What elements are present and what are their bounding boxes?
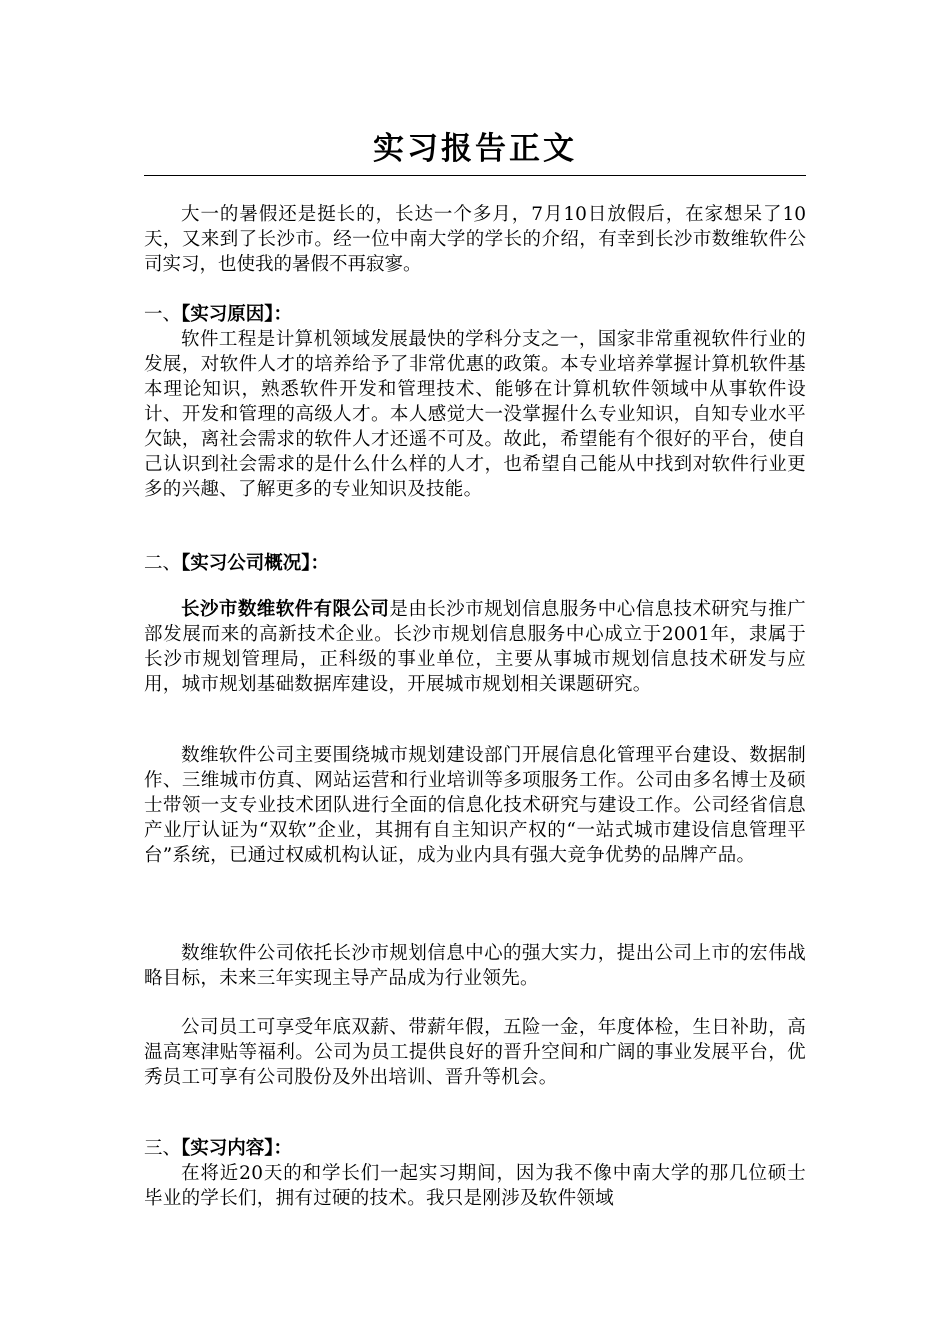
- section-colon: ：: [310, 553, 330, 574]
- intro-text: 大一的暑假还是挺长的，长达一个多月，7月10日放假后，在家想呆了10天，又来到了长沙市。经一位中南大学的学长的介绍，有幸到长沙市数维软件公司实习，也使我的暑假不再寂寥。: [144, 204, 806, 275]
- benefits-text: 公司员工可享受年底双薪、带薪年假，五险一金，年度体检，生日补助，高温高寒津贴等福利。公司为员工提供良好的晋升空间和广阔的事业发展平台，优秀员工可享有公司股份及外出培训、晋升等机会。: [144, 1017, 806, 1088]
- intro-paragraph: [144, 202, 806, 277]
- section-colon: ：: [273, 304, 293, 325]
- section-3-paragraph: 在将近20天的和学长们一起实习期间，因为我不像中南大学的那几位硕士毕业的学长们，拥有过硬的技术。我只是刚涉及软件领域: [144, 1163, 806, 1209]
- section-heading-3: [144, 1136, 806, 1161]
- section-colon: ：: [273, 1138, 293, 1159]
- section-heading-2: [144, 551, 806, 576]
- services-text: 数维软件公司主要围绕城市规划建设部门开展信息化管理平台建设、数据制作、三维城市仿真、网站运营和行业培训等多项服务工作。公司由多名博士及硕士带领一支专业技术团队进行全面的信息化技术研究与建设工作。公司经省信息产业厅认证为“双软”企业，其拥有自主知识产权的“一站式城市建设信息管理平台”系统，已通过权威机构认证，成为业内具有强大竞争优势的品牌产品。: [144, 745, 806, 866]
- section-heading-1: [144, 302, 806, 327]
- section-2-paragraph-4: [144, 1015, 806, 1090]
- document-title: 实习报告正文: [373, 131, 577, 167]
- section-title: 【实习内容】: [181, 1138, 274, 1159]
- company-description: 是由长沙市规划信息服务中心信息技术研究与推广部发展而来的高新技术企业。长沙市规划信息服务中心成立于2001年，隶属于长沙市规划管理局，正科级的事业单位，主要从事城市规划信息技术研发与应用，城市规划基础数据库建设，开展城市规划相关课题研究。: [144, 599, 806, 695]
- section-2-paragraph-1: [144, 597, 806, 697]
- section-2-paragraph-3: [144, 941, 806, 991]
- section-number: 二、: [144, 553, 182, 574]
- section-title: 【实习原因】: [181, 304, 274, 325]
- section-number: 三、: [144, 1138, 182, 1159]
- title-underline: [144, 175, 806, 176]
- strategy-text: 数维软件公司依托长沙市规划信息中心的强大实力，提出公司上市的宏伟战略目标，未来三年实现主导产品成为行业领先。: [144, 943, 806, 989]
- section-title: 【实习公司概况】: [181, 553, 311, 574]
- section-3-body: [144, 1161, 806, 1211]
- section-1-body: [144, 327, 806, 502]
- section-2-paragraph-2: [144, 743, 806, 868]
- company-name: 长沙市数维软件有限公司: [181, 599, 390, 620]
- section-number: 一、: [144, 304, 182, 325]
- section-1-paragraph: 软件工程是计算机领域发展最快的学科分支之一，国家非常重视软件行业的发展，对软件人才的培养给予了非常优惠的政策。本专业培养掌握计算机软件基本理论知识，熟悉软件开发和管理技术、能够在计算机软件领域中从事软件设计、开发和管理的高级人才。本人感觉大一没掌握什么专业知识，自知专业水平欠缺，离社会需求的软件人才还遥不可及。故此，希望能有个很好的平台，使自己认识到社会需求的是什么什么样的人才，也希望自己能从中找到对软件行业更多的兴趣、了解更多的专业知识及技能。: [144, 329, 806, 500]
